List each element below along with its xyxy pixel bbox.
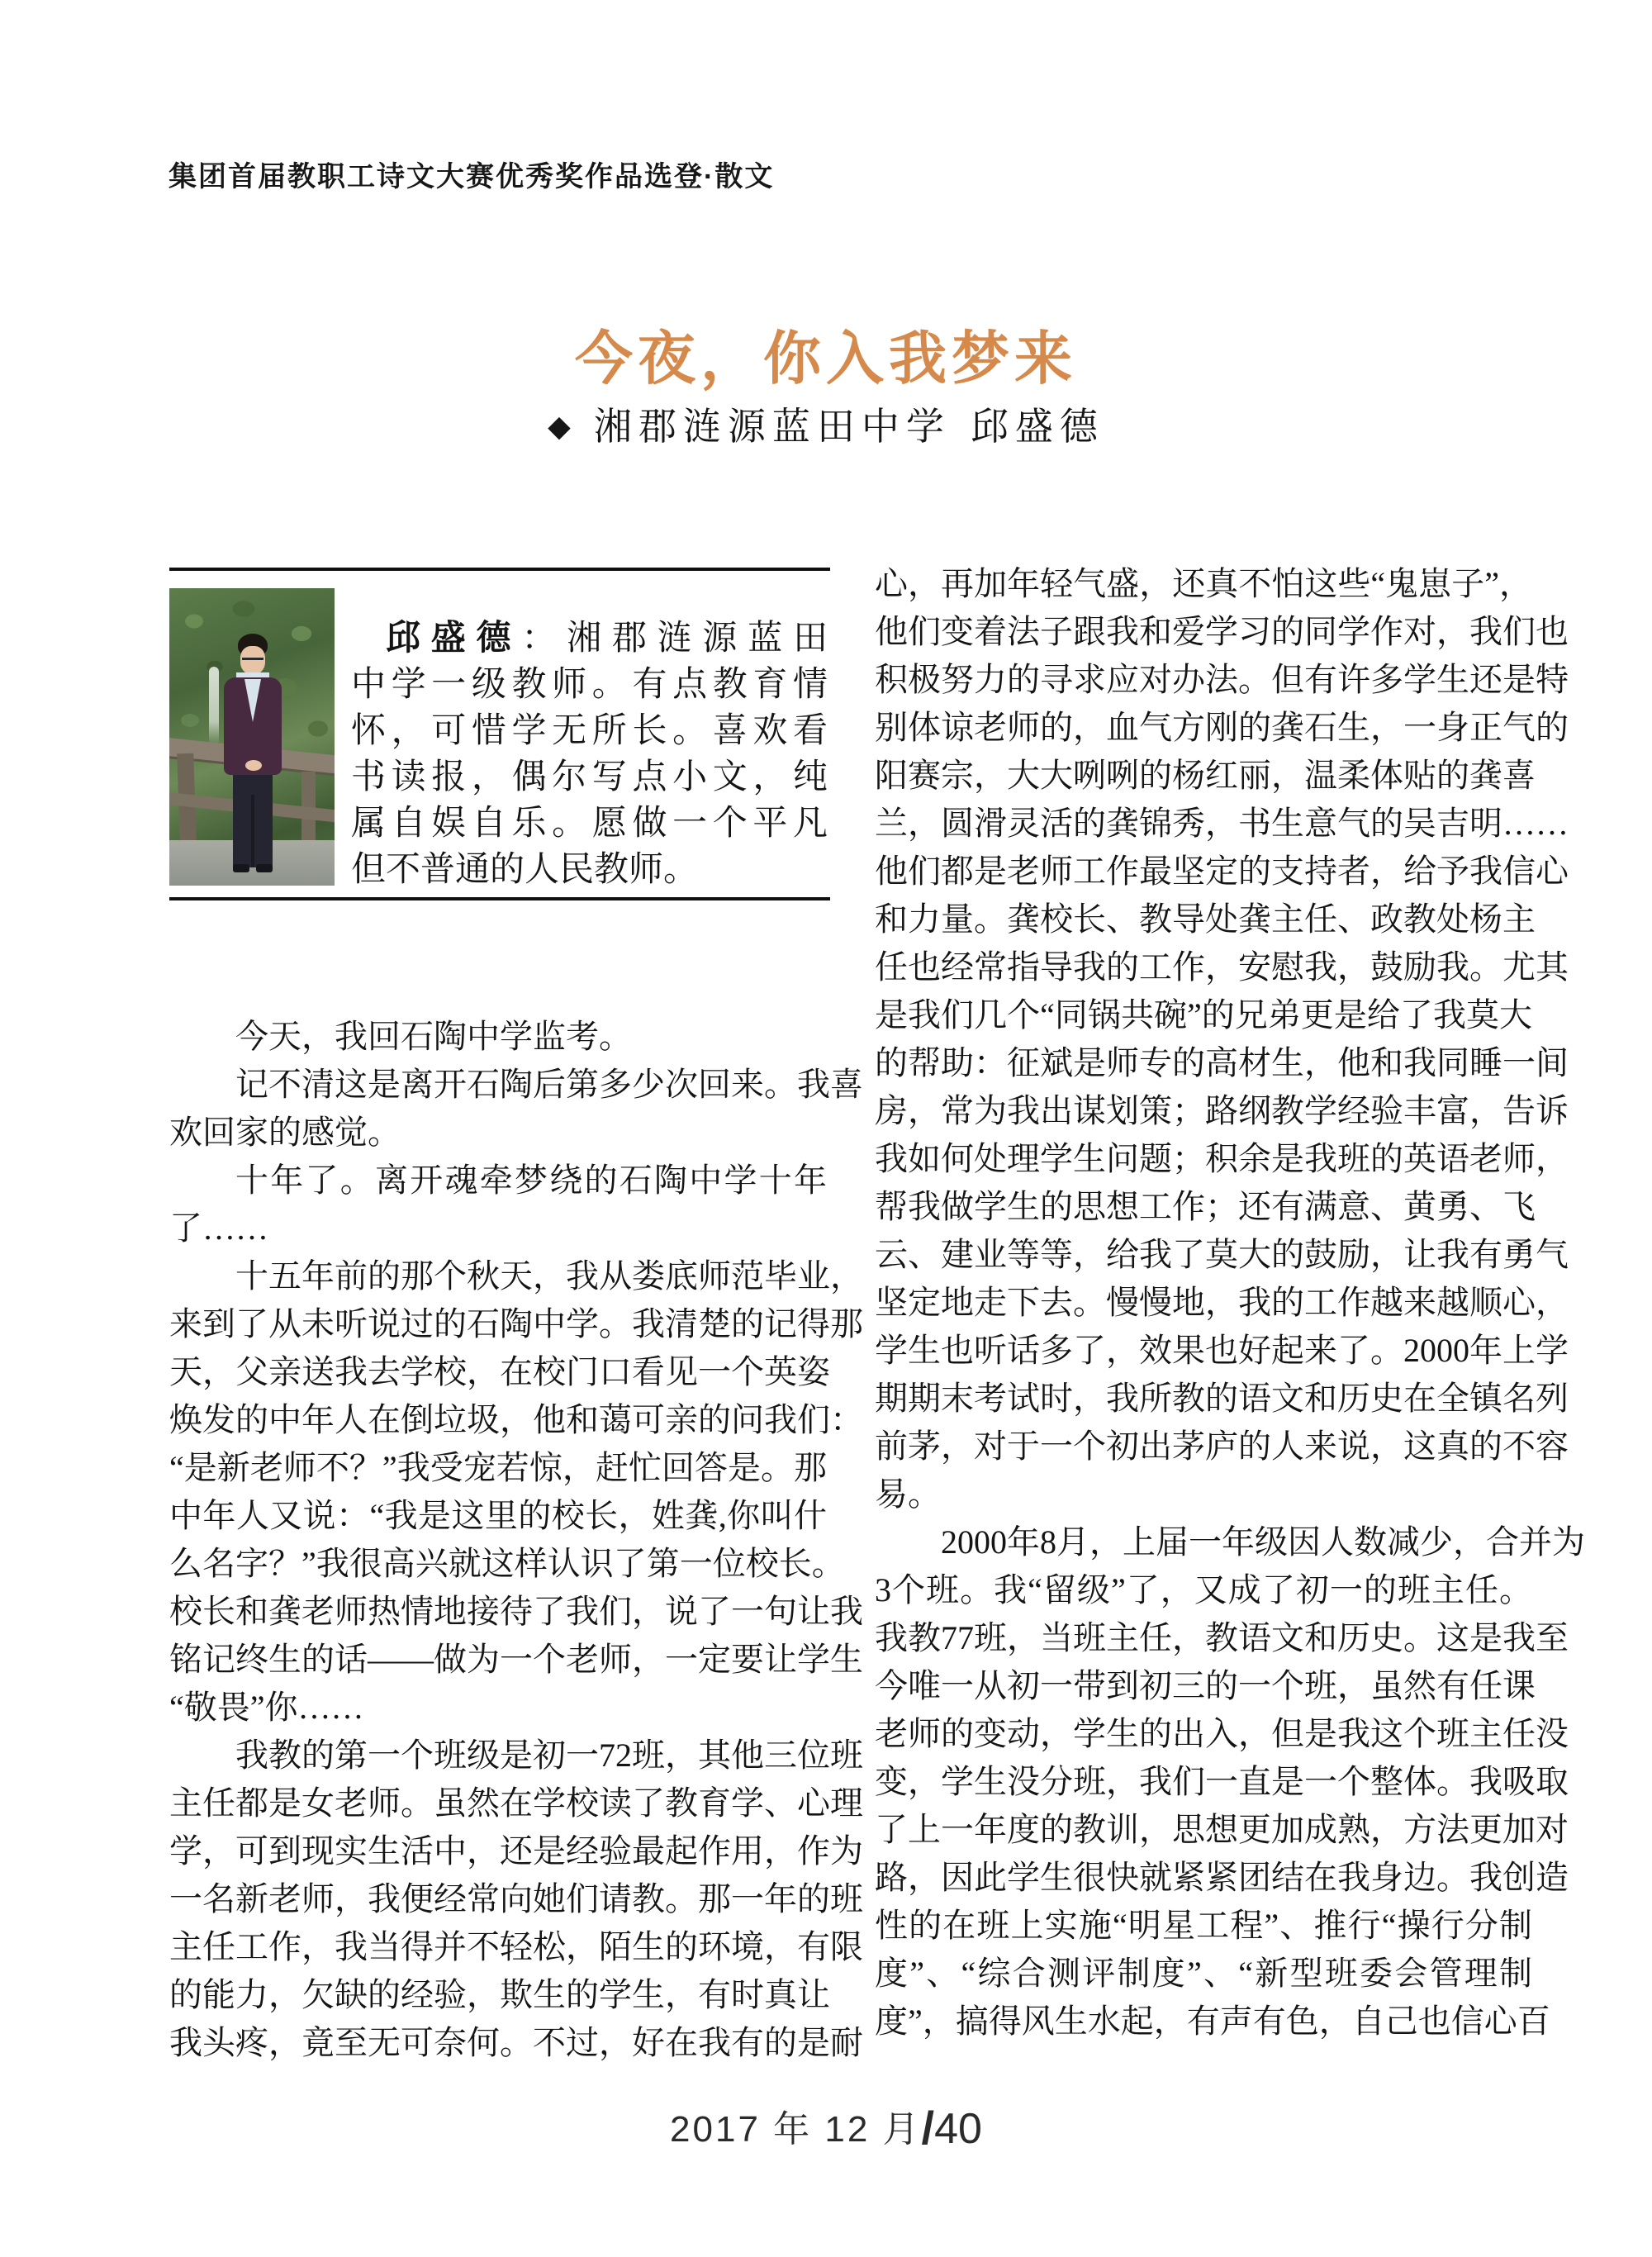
body-line: 易。 (875, 1475, 941, 1513)
body-line: 度”，搞得风生水起，有声有色，自己也信心百 (875, 2003, 1550, 2040)
body-line: 十年了。离开魂牵梦绕的石陶中学十年 (235, 1162, 827, 1199)
body-line: 是我们几个“同锅共碗”的兄弟更是给了我莫大 (875, 996, 1532, 1033)
body-line: 性的在班上实施“明星工程”、推行“操行分制 (875, 1907, 1532, 1944)
body-line: 么名字？”我很高兴就这样认识了第一位校长。 (169, 1545, 845, 1582)
body-line: 老师的变动，学生的出入，但是我这个班主任没 (875, 1715, 1569, 1752)
byline-school: 湘郡涟源蓝田中学 (593, 406, 951, 448)
page-footer (0, 2098, 1652, 2152)
body-line: 校长和龚老师热情地接待了我们，说了一句让我 (169, 1593, 863, 1630)
body-line: 别体谅老师的，血气方刚的龚石生，一身正气的 (875, 709, 1569, 746)
byline-author: 邱盛德 (970, 406, 1104, 448)
body-line: 记不清这是离开石陶后第多少次回来。我喜 (235, 1066, 863, 1103)
photo-waterfall (209, 667, 219, 745)
body-line: “是新老师不？”我受宠若惊，赶忙回答是。那 (169, 1449, 827, 1486)
body-line: 学，可到现实生活中，还是经验最起作用，作为 (169, 1832, 863, 1870)
body-line: 我头疼，竟至无可奈何。不过，好在我有的是耐 (169, 2024, 863, 2061)
footer-slash: / (921, 2102, 935, 2154)
page-header-series-title: 集团首届教职工诗文大赛优秀奖作品选登·散文 (169, 161, 775, 192)
body-line: 来到了从未听说过的石陶中学。我清楚的记得那 (169, 1305, 863, 1342)
body-line: 云、建业等等，给我了莫大的鼓励，让我有勇气 (875, 1236, 1569, 1273)
body-line: 他们都是老师工作最坚定的支持者，给予我信心 (875, 853, 1569, 890)
body-line: 今唯一从初一带到初三的一个班，虽然有任课 (875, 1667, 1536, 1704)
body-line: 欢回家的感觉。 (169, 1114, 401, 1151)
body-line: 铭记终生的话——做为一个老师，一定要让学生 (169, 1641, 863, 1678)
body-line: 2000年8月，上届一年级因人数减少，合并为 (941, 1523, 1585, 1561)
body-line: 兰，圆滑灵活的龚锦秀，书生意气的吴吉明…… (875, 805, 1569, 842)
diamond-icon: ◆ (548, 410, 571, 443)
bio-line: 但不普通的人民教师。 (351, 851, 699, 889)
body-line: 阳赛宗，大大咧咧的杨红丽，温柔体贴的龚喜 (875, 757, 1536, 794)
byline (0, 397, 1652, 451)
bio-rule-bottom (169, 897, 830, 900)
body-line: 帮我做学生的思想工作；还有满意、黄勇、飞 (875, 1188, 1536, 1225)
body-line: 焕发的中年人在倒垃圾，他和蔼可亲的问我们： (169, 1401, 863, 1438)
footer-date: 2017 年 12 月 (670, 2109, 922, 2150)
body-line: 度”、“综合测评制度”、“新型班委会管理制 (875, 1955, 1532, 1992)
body-line: 路，因此学生很快就紧紧团结在我身边。我创造 (875, 1859, 1569, 1896)
body-line: 十五年前的那个秋天，我从娄底师范毕业， (235, 1257, 863, 1295)
bio-lines (351, 662, 828, 893)
body-line: 了…… (169, 1209, 268, 1247)
body-line: 任也经常指导我的工作，安慰我，鼓励我。尤其 (875, 948, 1569, 986)
author-photo (169, 588, 335, 886)
body-line: 和力量。龚校长、教导处龚主任、政教处杨主 (875, 900, 1536, 938)
body-line: 我如何处理学生问题；积余是我班的英语老师， (875, 1140, 1569, 1177)
footer-page-number: 40 (934, 2105, 982, 2153)
body-line: 了上一年度的教训，思想更加成熟，方法更加对 (875, 1811, 1569, 1848)
body-line: 坚定地走下去。慢慢地，我的工作越来越顺心， (875, 1284, 1569, 1321)
photo-person-shoe-right (256, 864, 273, 872)
body-line: 中年人又说：“我是这里的校长，姓龚,你叫什 (169, 1497, 827, 1534)
author-bio (351, 615, 828, 893)
body-line: 心，再加年轻气盛，还真不怕这些“鬼崽子”， (875, 565, 1532, 602)
bio-first-rest: 湘郡涟源蓝田 (567, 620, 828, 658)
bio-line: 怀，可惜学无所长。喜欢看 (351, 712, 828, 750)
photo-person-trouser-gap (251, 795, 254, 867)
bio-author-name: 邱盛德 (386, 618, 522, 657)
bio-line: 中学一级教师。有点教育情 (351, 666, 828, 704)
photo-person-hands (245, 760, 262, 771)
body-line: 期期末考试时，我所教的语文和历史在全镇名列 (875, 1380, 1569, 1417)
body-line: 我教77班，当班主任，教语文和历史。这是我至 (875, 1619, 1569, 1656)
bio-line: 书读报，偶尔写点小文，纯 (351, 758, 828, 796)
body-line: 房，常为我出谋划策；路纲教学经验丰富，告诉 (875, 1092, 1569, 1129)
body-column-left (169, 1013, 863, 2067)
body-line: 天，父亲送我去学校，在校门口看见一个英姿 (169, 1353, 830, 1390)
bio-line-first (351, 615, 828, 662)
photo-person-glasses (242, 658, 263, 660)
body-line: “敬畏”你…… (169, 1689, 364, 1726)
essay-title: 今夜，你入我梦来 (575, 328, 1077, 392)
body-column-right (875, 560, 1585, 2046)
bio-colon: ： (521, 620, 567, 658)
body-line: 的能力，欠缺的经验，欺生的学生，有时真让 (169, 1976, 830, 2013)
body-line: 一名新老师，我便经常向她们请教。那一年的班 (169, 1880, 863, 1917)
body-line: 今天，我回石陶中学监考。 (235, 1018, 632, 1055)
photo-person-shoe-left (233, 864, 249, 872)
photo-person-face (240, 646, 265, 674)
bio-rule-top (169, 568, 830, 571)
body-line: 的帮助：征斌是师专的高材生，他和我同睡一间 (875, 1044, 1569, 1081)
body-line: 前茅，对于一个初出茅庐的人来说，这真的不容 (875, 1428, 1569, 1465)
body-line: 积极努力的寻求应对办法。但有许多学生还是特 (875, 661, 1569, 698)
body-line: 主任都是女老师。虽然在学校读了教育学、心理 (169, 1784, 863, 1822)
body-line: 3个班。我“留级”了，又成了初一的班主任。 (875, 1571, 1532, 1608)
bio-line: 属自娱自乐。愿做一个平凡 (351, 805, 828, 843)
body-line: 我教的第一个班级是初一72班，其他三位班 (235, 1737, 863, 1774)
body-line: 学生也听话多了，效果也好起来了。2000年上学 (875, 1332, 1569, 1369)
body-line: 主任工作，我当得并不轻松，陌生的环境，有限 (169, 1928, 863, 1965)
body-line: 他们变着法子跟我和爱学习的同学作对，我们也 (875, 613, 1569, 650)
body-line: 变，学生没分班，我们一直是一个整体。我吸取 (875, 1763, 1569, 1800)
